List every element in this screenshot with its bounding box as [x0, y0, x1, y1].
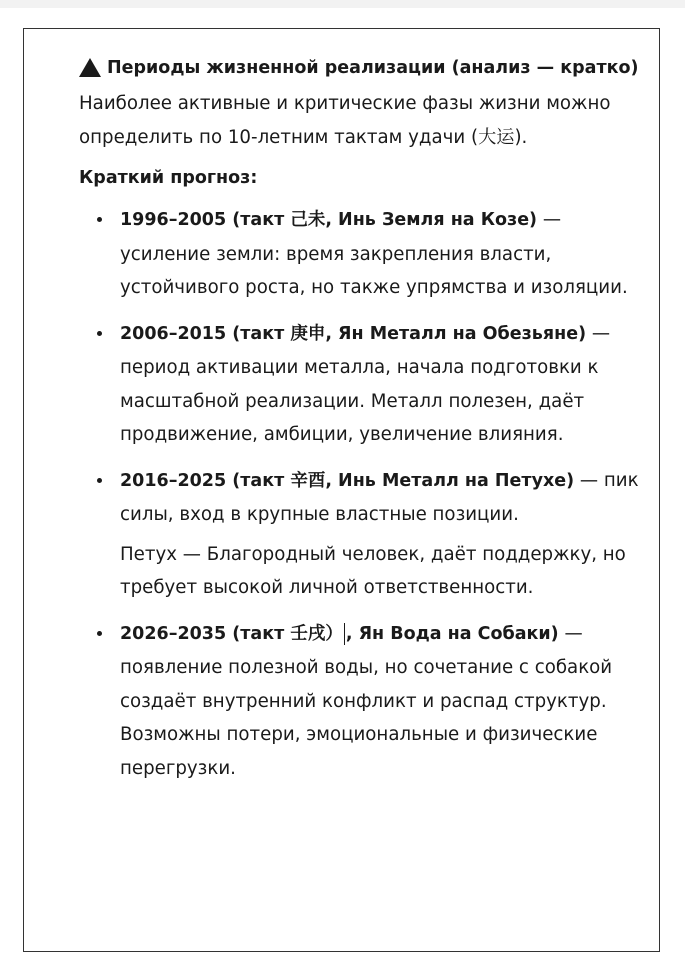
list-item — [79, 617, 649, 786]
window-top-strip — [0, 0, 685, 8]
text-cursor — [344, 623, 345, 645]
bullet-icon — [97, 331, 102, 336]
bullet-icon — [97, 478, 102, 483]
intro-paragraph: Наиболее активные и критические фазы жизни можно определить по 10-летним тактам удачи (大运). — [79, 93, 611, 148]
section-heading-text: Периоды жизненной реализации (анализ — кратко) — [107, 58, 639, 78]
document-page — [23, 28, 660, 952]
triangle-icon — [79, 58, 101, 77]
periods-list — [79, 203, 649, 785]
section-heading — [79, 53, 649, 83]
bullet-icon — [97, 217, 102, 222]
list-item — [79, 317, 649, 452]
period-title: 2006–2015 (такт 庚申, Ян Металл на Обезьяне) — [120, 323, 587, 344]
period-note: Петух — Благородный человек, даёт поддержку, но требует высокой личной ответственности. — [120, 543, 626, 598]
period-title: 1996–2005 (такт 己未, Инь Земля на Козе) — [120, 210, 538, 230]
list-item — [79, 464, 649, 605]
period-title: 2016–2025 (такт 辛酉, Инь Металл на Петухе) — [120, 470, 575, 491]
period-text: — пик силы, вход в крупные властные позиции. — [120, 469, 639, 525]
period-text: — появление полезной воды, но сочетание с собакой создаёт внутренний конфликт и распад структур. Возможны потери, эмоциональные и физические перегрузки. — [120, 622, 613, 779]
period-title-part-a: 2026–2035 (такт 壬戌） — [120, 623, 343, 644]
period-title-part-b: , Ян Вода на Собаки) — [345, 623, 559, 644]
period-text: — период активации металла, начала подготовки к масштабной реализации. Металл полезен, даёт продвижение, амбиции, увеличение влияния. — [120, 322, 611, 445]
document-content — [79, 53, 649, 797]
bullet-icon — [97, 631, 102, 636]
period-text: — усиление земли: время закрепления власти, устойчивого роста, но также упрямства и изоляции. — [120, 209, 628, 298]
list-item — [79, 203, 649, 305]
forecast-subheading: Краткий прогноз: — [79, 168, 258, 188]
